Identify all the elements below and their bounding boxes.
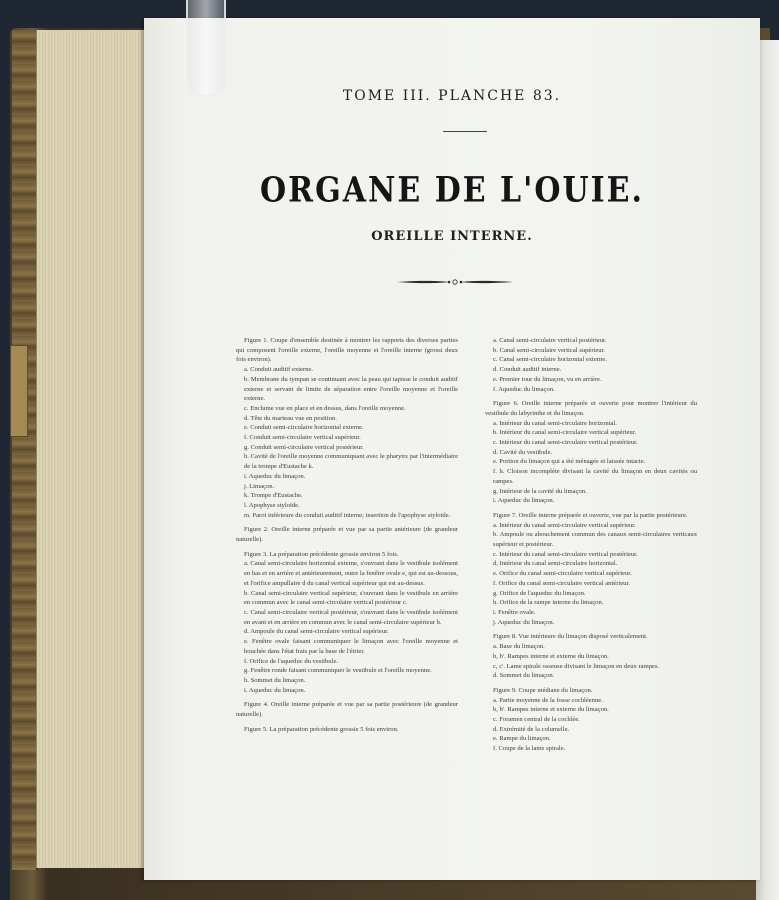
plate-subtitle: OREILLE INTERNE.	[371, 229, 533, 244]
legend-item: c. Intérieur du canal semi-circulaire vertical postérieur.	[493, 439, 638, 447]
legend-item: a. Canal semi-circulaire horizontal externe, s'ouvrant dans le vestibule isolément en bas et en arrière et antérieurement, outre la fenêtre ovale e, qui est au-dessous, et l'orifice ampullaire d du canal vertical supérieur qui est au-dessus.	[244, 560, 459, 587]
figure-caption: Figure 7. Oreille interne préparée et ouverte, vue par la partie postérieure.	[493, 511, 688, 519]
legend-item: b. Membrane du tympan se continuant avec la peau qui tapisse le conduit auditif externe et servant de limite de séparation entre l'oreille moyenne et l'oreille externe.	[244, 375, 458, 403]
legend-item: c. Enclume vue en place et en dessus, dans l'oreille moyenne.	[244, 404, 406, 412]
legend-item: b. Canal semi-circulaire vertical supérieur.	[493, 346, 606, 354]
legend-item: i. Aqueduc du limaçon.	[244, 686, 306, 694]
legend-item: b. Ampoule ou abouchement commun des canaux semi-circulaires verticaux supérieur et postérieur.	[493, 531, 697, 549]
legend-item: h. Sommet du limaçon.	[244, 676, 306, 684]
legend-item: a. Conduit auditif externe.	[244, 366, 314, 374]
legend-item: b, b'. Rampes interne et externe du limaçon.	[493, 652, 609, 660]
legend-item: d. Cavité du vestibule.	[493, 448, 553, 456]
header-rule	[443, 131, 487, 132]
legend-item: i. Aqueduc du limaçon.	[493, 497, 555, 505]
legend-item: e. Fenêtre ovale faisant communiquer le limaçon avec l'oreille moyenne et bouchée dans l'état frais par la base de l'étrier.	[244, 638, 458, 655]
legend-item: d. Conduit auditif interne.	[493, 366, 562, 374]
legend-item: c. Canal semi-circulaire horizontal externe.	[493, 356, 607, 364]
legend-item: g. Conduit semi-circulaire vertical postérieur.	[244, 443, 364, 451]
legend-item: h. Orifice de la rampe interne du limaçon.	[493, 599, 604, 607]
legend-item: f. Orifice de l'aqueduc du vestibule.	[244, 657, 339, 665]
legend-column-left	[236, 336, 458, 734]
ornament-divider	[395, 276, 515, 288]
figure-caption: Figure 2. Oreille interne préparée et vue par sa partie antérieure (de grandeur naturelle).	[236, 526, 458, 544]
legend-item: b. Canal semi-circulaire vertical supérieur, s'ouvrant dans le vestibule en arrière en commun avec le canal semi-circulaire vertical postérieur c.	[244, 589, 458, 607]
plate-title: ORGANE DE L'OUIE.	[260, 170, 644, 211]
legend-item: j. Limaçon.	[244, 482, 275, 490]
legend-item: g. Fenêtre ronde faisant communiquer le vestibule et l'oreille moyenne.	[244, 667, 432, 675]
page-stack	[36, 30, 145, 868]
legend-item: e. Rampe du limaçon.	[493, 735, 551, 743]
legend-item: f. Aqueduc du limaçon.	[493, 385, 555, 393]
figure-caption: Figure 1. Coupe d'ensemble destinée à montrer les rapports des diverses parties qui composent l'oreille externe, l'oreille moyenne et l'oreille interne (grossi deux fois environ).	[236, 337, 458, 364]
legend-item: d. Tête du marteau vue en position.	[244, 414, 337, 422]
legend-item: k. Trompe d'Eustache.	[244, 492, 303, 500]
figure-caption: Figure 5. La préparation précédente grossie 5 fois environ.	[244, 725, 399, 733]
figure-caption: Figure 8. Vue intérieure du limaçon disposé verticalement.	[493, 633, 648, 641]
legend-item: g. Intérieur de la cavité du limaçon.	[493, 487, 587, 495]
legend-item: a. Base du limaçon.	[493, 643, 545, 651]
legend-item: c. Foramen central de la cochlée.	[493, 716, 580, 724]
legend-item: h. Cavité de l'oreille moyenne communiquant avec le pharynx par l'intermédiaire de la trompe d'Eustache k.	[244, 453, 458, 471]
legend-item: e. Conduit semi-circulaire horizontal externe.	[244, 424, 364, 432]
legend-item: i. Fenêtre ovale.	[493, 608, 536, 616]
legend-item: a. Intérieur du canal semi-circulaire horizontal.	[493, 419, 617, 427]
marbled-edge	[12, 30, 38, 870]
legend-item: f. Coupe de la lame spirale.	[493, 745, 566, 753]
legend-item: l. Apophyse styloïde.	[244, 501, 300, 509]
figure-caption: Figure 6. Oreille interne préparée et ouverte pour montrer l'intérieur du vestibule du labyrinthe et du limaçon.	[485, 400, 697, 417]
spine-clasp	[10, 345, 28, 437]
legend-item: m. Paroi inférieure du conduit auditif interne; insertion de l'apophyse styloïde.	[244, 511, 451, 519]
legend-item: a. Intérieur du canal semi-circulaire vertical supérieur.	[493, 521, 636, 529]
legend-column-right	[485, 336, 697, 754]
plate-header: TOME III. PLANCHE 83.	[342, 88, 562, 104]
legend-item: b. Intérieur du canal semi-circulaire vertical supérieur.	[493, 429, 637, 437]
legend-item: i. Aqueduc du limaçon.	[244, 472, 306, 480]
legend-item: e. Orifice du canal semi-circulaire vertical supérieur.	[493, 570, 632, 578]
legend-item: f. h. Cloison incomplète divisant la cavité du limaçon en deux cavités ou rampes.	[493, 468, 697, 485]
legend-item: c. Intérieur du canal semi-circulaire vertical postérieur.	[493, 550, 638, 558]
figure-caption: Figure 4. Oreille interne préparée et vue par sa partie postérieure (de grandeur naturelle).	[236, 701, 458, 719]
legend-item: d. Extrémité de la columelle.	[493, 725, 570, 733]
legend-item: f. Conduit semi-circulaire vertical supérieur.	[244, 434, 361, 442]
legend-item: d. Sommet du limaçon.	[493, 672, 555, 680]
legend-item: d. Intérieur du canal semi-circulaire horizontal.	[493, 560, 618, 568]
legend-item: a. Canal semi-circulaire vertical postérieur.	[493, 337, 607, 344]
bookmark-clip	[186, 0, 226, 97]
legend-item: d. Ampoule du canal semi-circulaire vertical supérieur.	[244, 628, 389, 636]
legend-item: g. Orifice de l'aqueduc du limaçon.	[493, 589, 586, 597]
legend-item: e. Premier tour du limaçon, vu en arrière.	[493, 375, 602, 383]
legend-item: a. Partie moyenne de la fosse cochléenne.	[493, 696, 603, 704]
legend-item: b, b'. Rampes interne et externe du limaçon.	[493, 706, 609, 714]
legend-item: c. Canal semi-circulaire vertical postérieur, s'ouvrant dans le vestibule isolément en avant et en arrière en commun avec le canal semi-circulaire supérieur b.	[244, 608, 458, 626]
figure-caption: Figure 9. Coupe médiane du limaçon.	[493, 686, 593, 694]
legend-item: e. Portion du limaçon qui a été ménagée et laissée intacte.	[493, 458, 646, 466]
legend-item: c, c'. Lame spirale osseuse divisant le limaçon en deux rampes.	[493, 662, 660, 670]
legend-item: f. Orifice du canal semi-circulaire vertical antérieur.	[493, 579, 630, 587]
legend-item: j. Aqueduc du limaçon.	[493, 618, 555, 626]
figure-caption: Figure 3. La préparation précédente grossie environ 5 fois.	[244, 550, 399, 558]
